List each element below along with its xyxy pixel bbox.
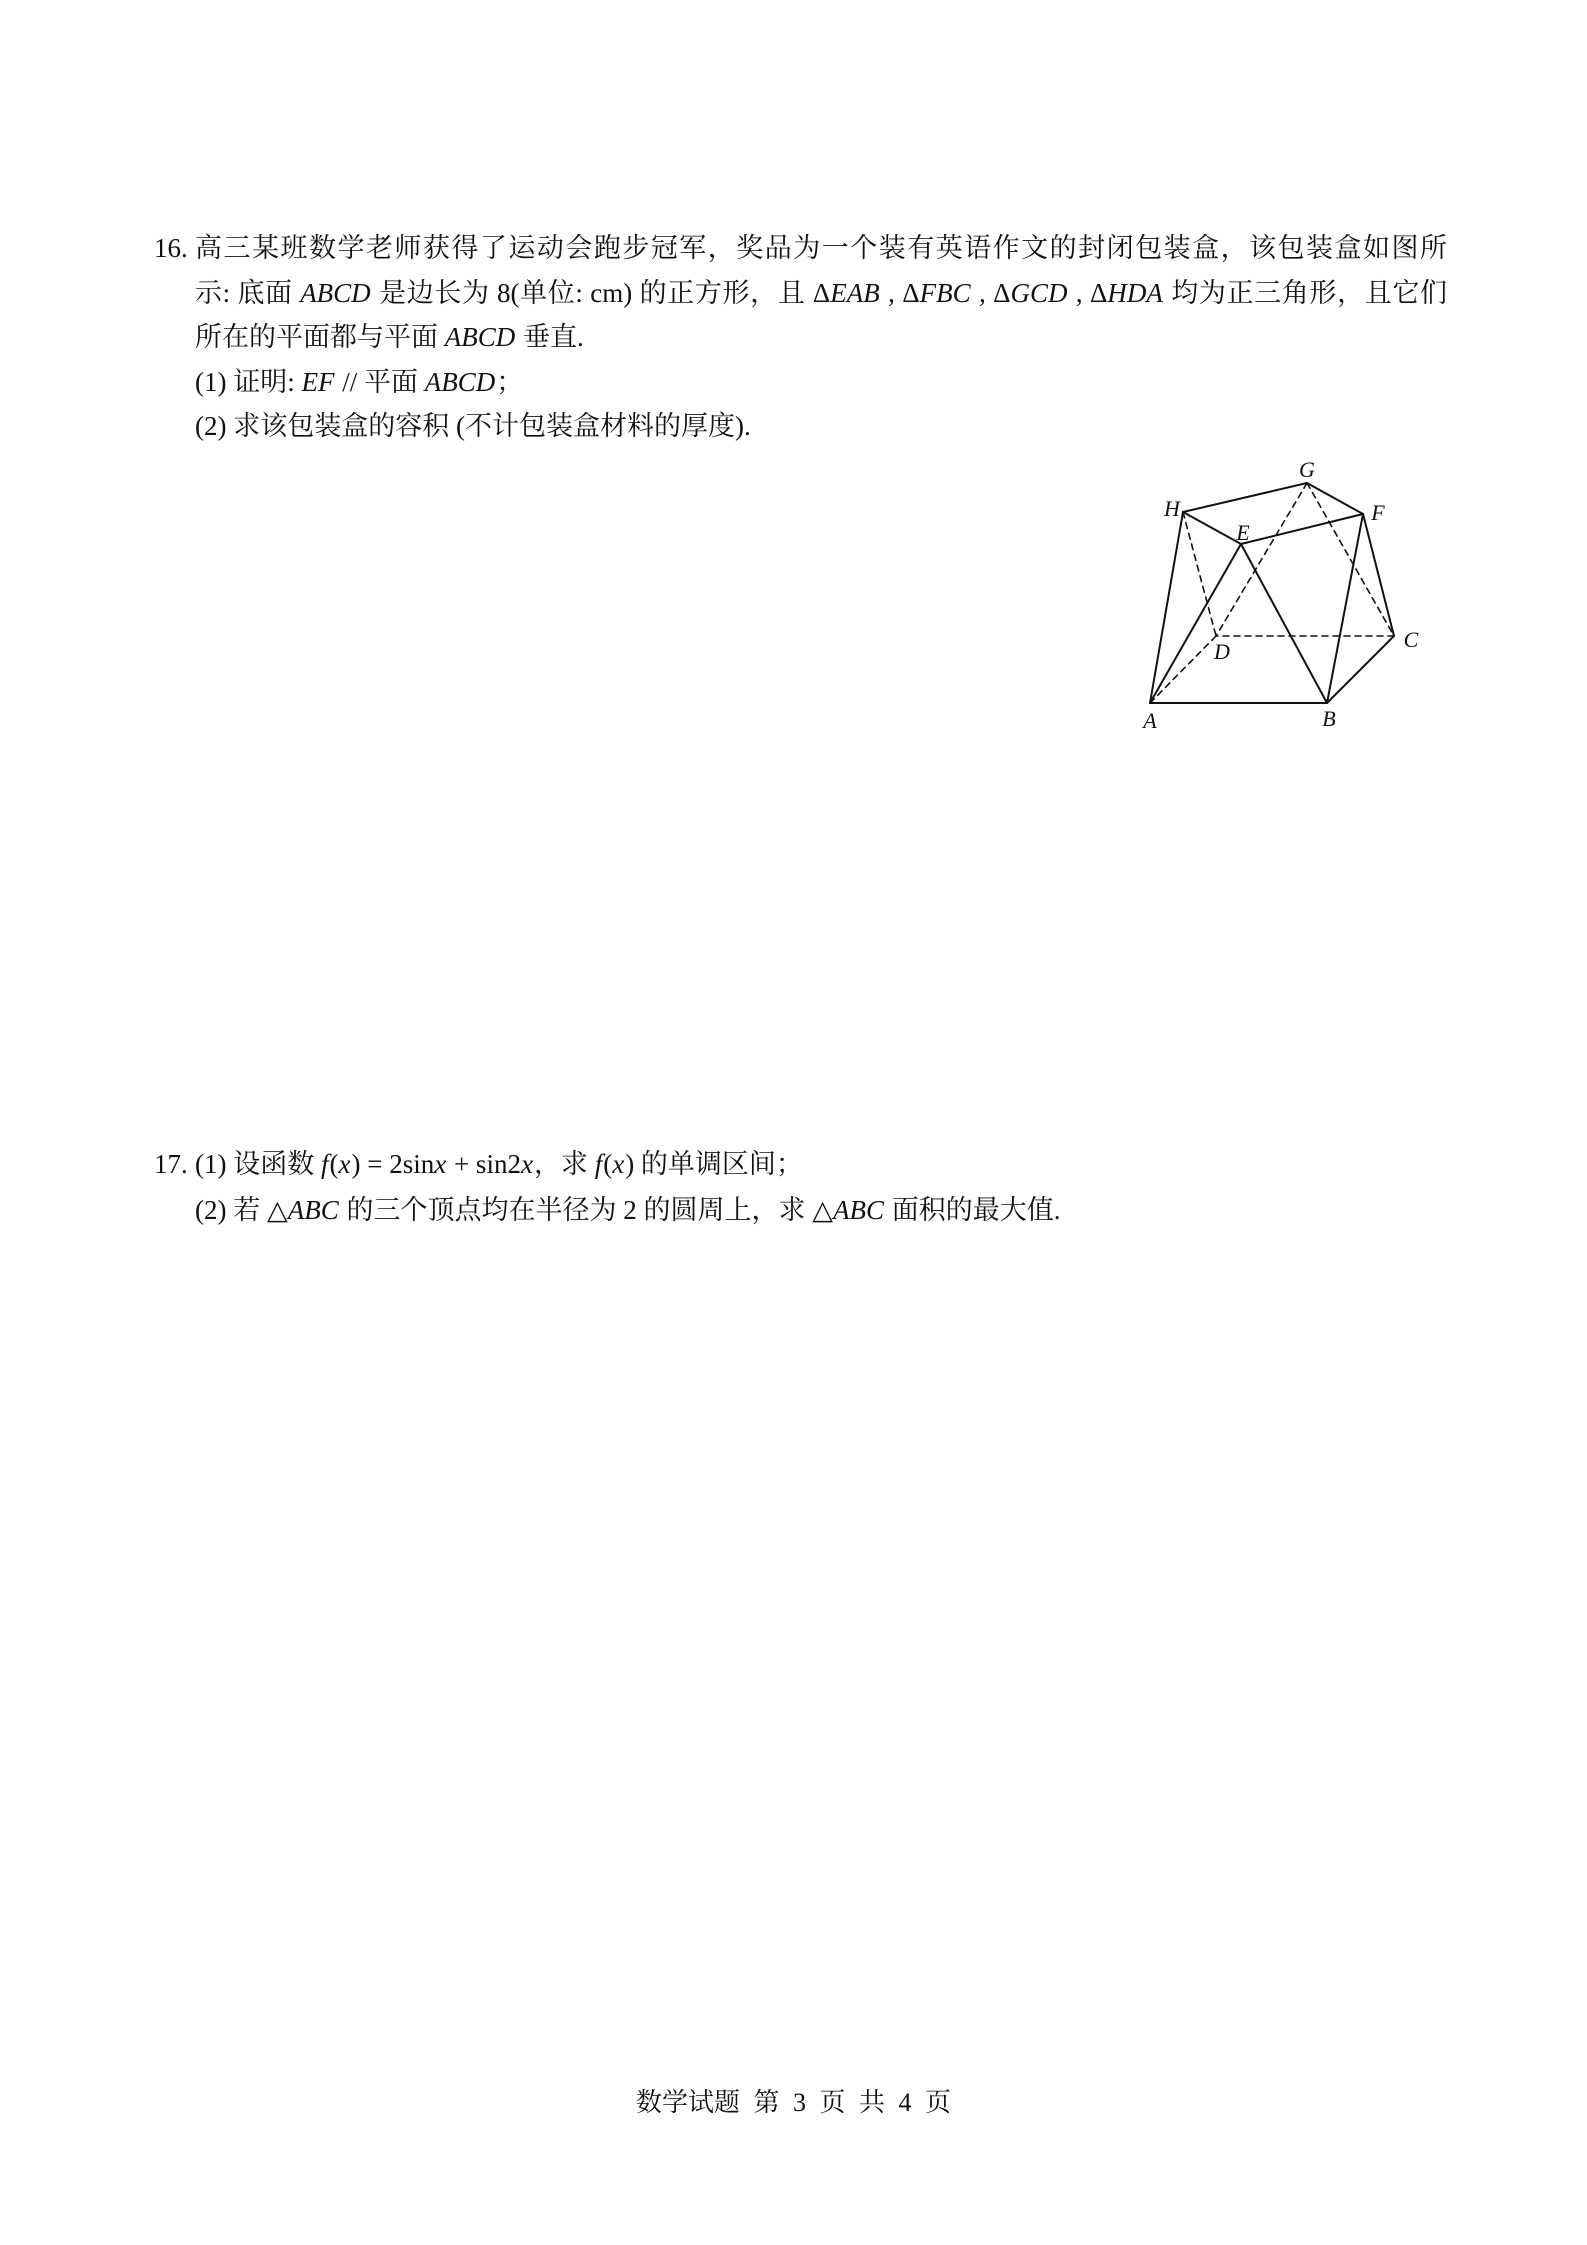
text-run: , Δ [880,277,920,308]
math-symbol: ABC [833,1195,885,1225]
text-run: 所在的平面都与平面 [195,322,445,352]
text-run: (2) 求该包装盒的容积 (不计包装盒材料的厚度). [195,411,751,441]
math-symbol: ABCD [444,322,516,352]
page-footer: 数学试题 第 3 页 共 4 页 [635,2088,951,2117]
math-symbol: EF [301,366,335,397]
text-run: 均为正三角形，且它们 [1163,277,1447,308]
text-run: (1) 设函数 [195,1149,321,1179]
text-run: ，求 [533,1149,595,1179]
math-symbol: x [612,1149,625,1179]
question-number: 17. [154,1149,188,1179]
vertex-label-d: D [1214,639,1230,664]
edge-FE [1241,514,1363,544]
vertex-label-c: C [1403,627,1419,652]
text-run: ； [496,366,524,397]
math-symbol: FBC [919,277,971,308]
text-run: // 平面 [335,366,425,397]
edge-HG [1183,483,1307,512]
question-body [195,1141,1447,1233]
text-run: (2) 若 △ [195,1195,288,1225]
text-run: 示: 底面 [195,277,301,308]
text-run: (1) 证明: [195,366,302,397]
math-symbol: f [594,1149,603,1179]
text-run: , Δ [1068,277,1108,308]
vertex-label-h: H [1164,496,1180,521]
math-symbol: GCD [1010,277,1068,308]
question-line [195,226,1447,271]
question-line [195,360,1447,405]
vertex-label-a: A [1143,708,1157,733]
math-symbol: x [434,1149,447,1179]
question-line [195,1187,1447,1233]
math-symbol: x [520,1149,533,1179]
vertex-label-b: B [1322,706,1336,731]
text-run: 高三某班数学老师获得了运动会跑步冠军，奖品为一个装有英语作文的封闭包装盒，该包装盒如图所 [195,233,1447,263]
math-symbol: ABC [287,1195,339,1225]
edge-EB [1241,544,1327,703]
math-symbol: HDA [1107,277,1163,308]
text-run: 面积的最大值. [885,1195,1061,1225]
math-symbol: ABCD [300,277,371,308]
question-line [195,404,1447,449]
edge-EH [1183,512,1241,544]
text-run: ( [329,1149,339,1179]
math-symbol: ABCD [424,366,496,397]
text-run: 垂直. [516,322,584,352]
text-run: 是边长为 8(单位: cm) 的正方形，且 Δ [371,277,831,308]
question-line [195,1141,1447,1187]
text-run: 的三个顶点均在半径为 2 的圆周上，求 △ [339,1195,834,1225]
question-line [195,271,1447,316]
edge-FB [1327,514,1363,703]
text-run: ) = 2sin [351,1149,435,1179]
edge-GD [1216,483,1307,636]
question-line [195,315,1447,360]
text-run: ( [603,1149,613,1179]
vertex-label-f: F [1371,500,1385,525]
math-symbol: f [320,1149,329,1179]
vertex-label-e: E [1236,520,1250,545]
text-run: , Δ [971,277,1011,308]
question-number: 16. [154,233,188,263]
question-body [195,226,1447,449]
math-symbol: EAB [830,277,880,308]
vertex-label-g: G [1299,457,1315,482]
text-run: ) 的单调区间； [625,1149,803,1179]
text-run: + sin2 [447,1149,521,1179]
edge-FC [1363,514,1394,636]
packaging-box-diagram [1120,450,1440,750]
math-symbol: x [338,1149,351,1179]
